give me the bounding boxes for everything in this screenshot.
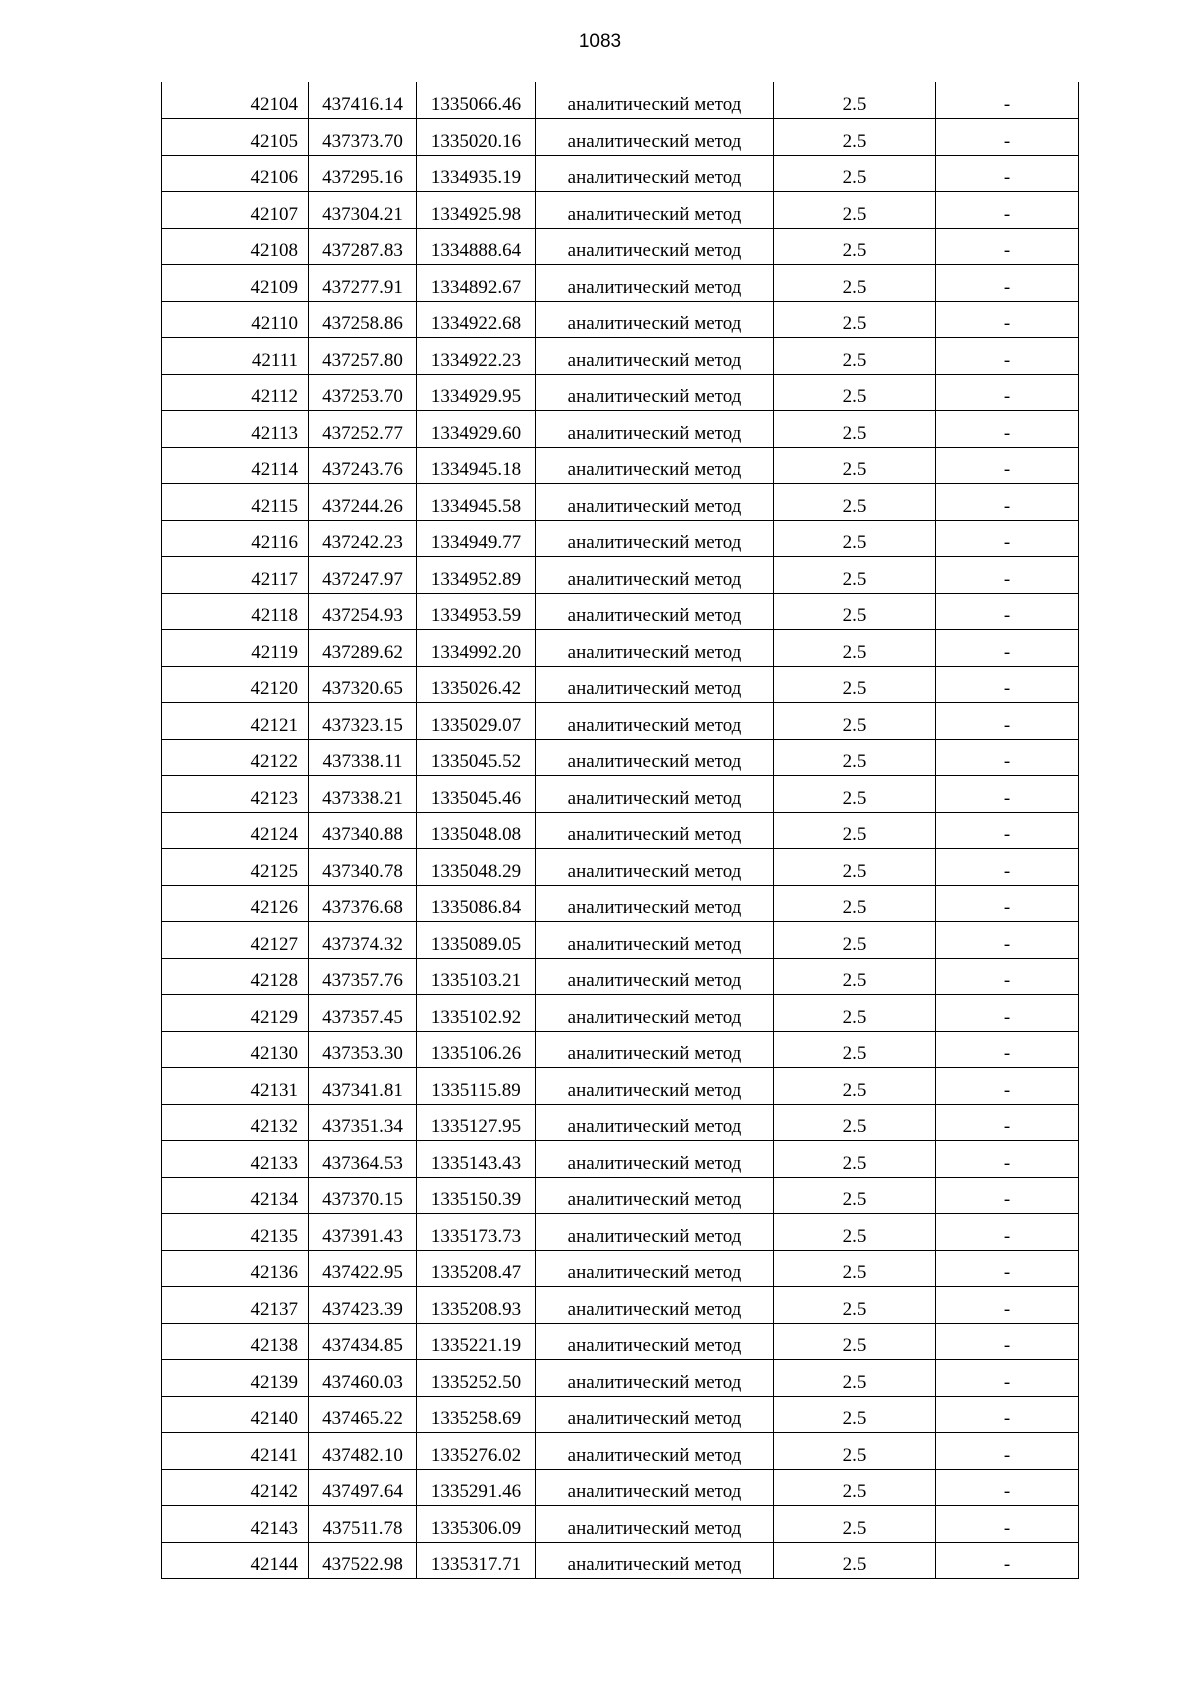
method-cell: аналитический метод — [536, 1542, 774, 1579]
description-cell: - — [936, 812, 1079, 849]
table-row — [162, 192, 1079, 229]
x-coordinate-cell: 437434.85 — [309, 1323, 417, 1360]
description-cell: - — [936, 1214, 1079, 1251]
x-coordinate-cell: 437376.68 — [309, 885, 417, 922]
point-number-cell: 42140 — [162, 1396, 309, 1433]
error-cell: 2.5 — [774, 1506, 936, 1543]
table-row — [162, 593, 1079, 630]
y-coordinate-cell: 1335252.50 — [417, 1360, 536, 1397]
point-number-cell: 42132 — [162, 1104, 309, 1141]
x-coordinate-cell: 437423.39 — [309, 1287, 417, 1324]
x-coordinate-cell: 437287.83 — [309, 228, 417, 265]
x-coordinate-cell: 437522.98 — [309, 1542, 417, 1579]
table-row — [162, 739, 1079, 776]
error-cell: 2.5 — [774, 885, 936, 922]
page-number: 1083 — [578, 31, 622, 52]
point-number-cell: 42118 — [162, 593, 309, 630]
table-row — [162, 1542, 1079, 1579]
method-cell: аналитический метод — [536, 1068, 774, 1105]
description-cell: - — [936, 557, 1079, 594]
table-row — [162, 922, 1079, 959]
y-coordinate-cell: 1335221.19 — [417, 1323, 536, 1360]
method-cell: аналитический метод — [536, 520, 774, 557]
y-coordinate-cell: 1335127.95 — [417, 1104, 536, 1141]
description-cell: - — [936, 265, 1079, 302]
error-cell: 2.5 — [774, 1287, 936, 1324]
method-cell: аналитический метод — [536, 1214, 774, 1251]
y-coordinate-cell: 1335102.92 — [417, 995, 536, 1032]
method-cell: аналитический метод — [536, 447, 774, 484]
method-cell: аналитический метод — [536, 995, 774, 1032]
error-cell: 2.5 — [774, 338, 936, 375]
description-cell: - — [936, 520, 1079, 557]
x-coordinate-cell: 437422.95 — [309, 1250, 417, 1287]
point-number-cell: 42130 — [162, 1031, 309, 1068]
x-coordinate-cell: 437243.76 — [309, 447, 417, 484]
x-coordinate-cell: 437289.62 — [309, 630, 417, 667]
error-cell: 2.5 — [774, 557, 936, 594]
x-coordinate-cell: 437373.70 — [309, 119, 417, 156]
x-coordinate-cell: 437482.10 — [309, 1433, 417, 1470]
table-row — [162, 1287, 1079, 1324]
y-coordinate-cell: 1335143.43 — [417, 1141, 536, 1178]
table-row — [162, 1360, 1079, 1397]
error-cell: 2.5 — [774, 812, 936, 849]
error-cell: 2.5 — [774, 119, 936, 156]
x-coordinate-cell: 437258.86 — [309, 301, 417, 338]
y-coordinate-cell: 1335276.02 — [417, 1433, 536, 1470]
y-coordinate-cell: 1335258.69 — [417, 1396, 536, 1433]
error-cell: 2.5 — [774, 192, 936, 229]
y-coordinate-cell: 1335045.52 — [417, 739, 536, 776]
method-cell: аналитический метод — [536, 192, 774, 229]
x-coordinate-cell: 437391.43 — [309, 1214, 417, 1251]
method-cell: аналитический метод — [536, 301, 774, 338]
description-cell: - — [936, 1360, 1079, 1397]
error-cell: 2.5 — [774, 1542, 936, 1579]
table-row — [162, 411, 1079, 448]
table-row — [162, 1214, 1079, 1251]
x-coordinate-cell: 437254.93 — [309, 593, 417, 630]
method-cell: аналитический метод — [536, 1177, 774, 1214]
y-coordinate-cell: 1335066.46 — [417, 82, 536, 119]
x-coordinate-cell: 437244.26 — [309, 484, 417, 521]
y-coordinate-cell: 1335086.84 — [417, 885, 536, 922]
description-cell: - — [936, 958, 1079, 995]
point-number-cell: 42127 — [162, 922, 309, 959]
y-coordinate-cell: 1334888.64 — [417, 228, 536, 265]
description-cell: - — [936, 703, 1079, 740]
description-cell: - — [936, 1506, 1079, 1543]
x-coordinate-cell: 437357.76 — [309, 958, 417, 995]
table-row — [162, 338, 1079, 375]
y-coordinate-cell: 1334925.98 — [417, 192, 536, 229]
y-coordinate-cell: 1334922.68 — [417, 301, 536, 338]
y-coordinate-cell: 1335115.89 — [417, 1068, 536, 1105]
table-row — [162, 82, 1079, 119]
table-row — [162, 447, 1079, 484]
method-cell: аналитический метод — [536, 739, 774, 776]
error-cell: 2.5 — [774, 1396, 936, 1433]
error-cell: 2.5 — [774, 593, 936, 630]
table-row — [162, 557, 1079, 594]
point-number-cell: 42114 — [162, 447, 309, 484]
description-cell: - — [936, 922, 1079, 959]
description-cell: - — [936, 995, 1079, 1032]
point-number-cell: 42109 — [162, 265, 309, 302]
y-coordinate-cell: 1334949.77 — [417, 520, 536, 557]
point-number-cell: 42115 — [162, 484, 309, 521]
method-cell: аналитический метод — [536, 1104, 774, 1141]
x-coordinate-cell: 437416.14 — [309, 82, 417, 119]
x-coordinate-cell: 437304.21 — [309, 192, 417, 229]
x-coordinate-cell: 437277.91 — [309, 265, 417, 302]
method-cell: аналитический метод — [536, 703, 774, 740]
y-coordinate-cell: 1335306.09 — [417, 1506, 536, 1543]
error-cell: 2.5 — [774, 666, 936, 703]
error-cell: 2.5 — [774, 703, 936, 740]
y-coordinate-cell: 1334945.18 — [417, 447, 536, 484]
method-cell: аналитический метод — [536, 119, 774, 156]
x-coordinate-cell: 437357.45 — [309, 995, 417, 1032]
table-row — [162, 812, 1079, 849]
point-number-cell: 42107 — [162, 192, 309, 229]
method-cell: аналитический метод — [536, 593, 774, 630]
point-number-cell: 42129 — [162, 995, 309, 1032]
description-cell: - — [936, 484, 1079, 521]
error-cell: 2.5 — [774, 447, 936, 484]
description-cell: - — [936, 1396, 1079, 1433]
x-coordinate-cell: 437465.22 — [309, 1396, 417, 1433]
method-cell: аналитический метод — [536, 1323, 774, 1360]
point-number-cell: 42138 — [162, 1323, 309, 1360]
error-cell: 2.5 — [774, 922, 936, 959]
table-row — [162, 1323, 1079, 1360]
table-row — [162, 776, 1079, 813]
table-row — [162, 1141, 1079, 1178]
method-cell: аналитический метод — [536, 1287, 774, 1324]
x-coordinate-cell: 437497.64 — [309, 1469, 417, 1506]
method-cell: аналитический метод — [536, 82, 774, 119]
method-cell: аналитический метод — [536, 557, 774, 594]
description-cell: - — [936, 1068, 1079, 1105]
y-coordinate-cell: 1335026.42 — [417, 666, 536, 703]
y-coordinate-cell: 1335208.93 — [417, 1287, 536, 1324]
error-cell: 2.5 — [774, 1177, 936, 1214]
table-body — [162, 82, 1079, 1579]
method-cell: аналитический метод — [536, 265, 774, 302]
description-cell: - — [936, 1542, 1079, 1579]
table-row — [162, 265, 1079, 302]
table-row — [162, 958, 1079, 995]
method-cell: аналитический метод — [536, 155, 774, 192]
y-coordinate-cell: 1334952.89 — [417, 557, 536, 594]
description-cell: - — [936, 885, 1079, 922]
y-coordinate-cell: 1335103.21 — [417, 958, 536, 995]
method-cell: аналитический метод — [536, 1360, 774, 1397]
table-row — [162, 1396, 1079, 1433]
point-number-cell: 42136 — [162, 1250, 309, 1287]
table-row — [162, 1031, 1079, 1068]
description-cell: - — [936, 1104, 1079, 1141]
point-number-cell: 42110 — [162, 301, 309, 338]
y-coordinate-cell: 1334992.20 — [417, 630, 536, 667]
error-cell: 2.5 — [774, 1104, 936, 1141]
description-cell: - — [936, 82, 1079, 119]
table-row — [162, 1177, 1079, 1214]
x-coordinate-cell: 437252.77 — [309, 411, 417, 448]
description-cell: - — [936, 301, 1079, 338]
point-number-cell: 42135 — [162, 1214, 309, 1251]
table-row — [162, 703, 1079, 740]
error-cell: 2.5 — [774, 265, 936, 302]
method-cell: аналитический метод — [536, 1141, 774, 1178]
description-cell: - — [936, 1250, 1079, 1287]
x-coordinate-cell: 437257.80 — [309, 338, 417, 375]
method-cell: аналитический метод — [536, 1250, 774, 1287]
method-cell: аналитический метод — [536, 1469, 774, 1506]
table-row — [162, 1433, 1079, 1470]
table-row — [162, 1506, 1079, 1543]
x-coordinate-cell: 437253.70 — [309, 374, 417, 411]
description-cell: - — [936, 192, 1079, 229]
description-cell: - — [936, 1141, 1079, 1178]
y-coordinate-cell: 1334953.59 — [417, 593, 536, 630]
method-cell: аналитический метод — [536, 922, 774, 959]
error-cell: 2.5 — [774, 1323, 936, 1360]
y-coordinate-cell: 1335291.46 — [417, 1469, 536, 1506]
point-number-cell: 42116 — [162, 520, 309, 557]
y-coordinate-cell: 1335089.05 — [417, 922, 536, 959]
description-cell: - — [936, 849, 1079, 886]
description-cell: - — [936, 1323, 1079, 1360]
method-cell: аналитический метод — [536, 1433, 774, 1470]
method-cell: аналитический метод — [536, 1031, 774, 1068]
point-number-cell: 42105 — [162, 119, 309, 156]
y-coordinate-cell: 1335317.71 — [417, 1542, 536, 1579]
method-cell: аналитический метод — [536, 484, 774, 521]
y-coordinate-cell: 1335020.16 — [417, 119, 536, 156]
y-coordinate-cell: 1334935.19 — [417, 155, 536, 192]
y-coordinate-cell: 1335173.73 — [417, 1214, 536, 1251]
x-coordinate-cell: 437341.81 — [309, 1068, 417, 1105]
point-number-cell: 42108 — [162, 228, 309, 265]
y-coordinate-cell: 1335045.46 — [417, 776, 536, 813]
table-row — [162, 666, 1079, 703]
error-cell: 2.5 — [774, 301, 936, 338]
point-number-cell: 42131 — [162, 1068, 309, 1105]
point-number-cell: 42119 — [162, 630, 309, 667]
y-coordinate-cell: 1334945.58 — [417, 484, 536, 521]
table-row — [162, 1068, 1079, 1105]
table-row — [162, 301, 1079, 338]
method-cell: аналитический метод — [536, 1506, 774, 1543]
table-row — [162, 995, 1079, 1032]
error-cell: 2.5 — [774, 739, 936, 776]
point-number-cell: 42123 — [162, 776, 309, 813]
description-cell: - — [936, 593, 1079, 630]
error-cell: 2.5 — [774, 995, 936, 1032]
table-row — [162, 228, 1079, 265]
x-coordinate-cell: 437338.11 — [309, 739, 417, 776]
x-coordinate-cell: 437242.23 — [309, 520, 417, 557]
description-cell: - — [936, 739, 1079, 776]
coordinates-table — [161, 82, 1079, 1579]
error-cell: 2.5 — [774, 1469, 936, 1506]
point-number-cell: 42106 — [162, 155, 309, 192]
error-cell: 2.5 — [774, 82, 936, 119]
point-number-cell: 42111 — [162, 338, 309, 375]
method-cell: аналитический метод — [536, 849, 774, 886]
point-number-cell: 42104 — [162, 82, 309, 119]
description-cell: - — [936, 338, 1079, 375]
point-number-cell: 42125 — [162, 849, 309, 886]
x-coordinate-cell: 437340.88 — [309, 812, 417, 849]
error-cell: 2.5 — [774, 1214, 936, 1251]
x-coordinate-cell: 437247.97 — [309, 557, 417, 594]
point-number-cell: 42128 — [162, 958, 309, 995]
table-row — [162, 155, 1079, 192]
error-cell: 2.5 — [774, 958, 936, 995]
table-row — [162, 1250, 1079, 1287]
table-row — [162, 374, 1079, 411]
description-cell: - — [936, 1177, 1079, 1214]
x-coordinate-cell: 437295.16 — [309, 155, 417, 192]
error-cell: 2.5 — [774, 155, 936, 192]
table-row — [162, 630, 1079, 667]
method-cell: аналитический метод — [536, 630, 774, 667]
description-cell: - — [936, 447, 1079, 484]
x-coordinate-cell: 437460.03 — [309, 1360, 417, 1397]
table-row — [162, 1104, 1079, 1141]
point-number-cell: 42122 — [162, 739, 309, 776]
point-number-cell: 42113 — [162, 411, 309, 448]
error-cell: 2.5 — [774, 1250, 936, 1287]
error-cell: 2.5 — [774, 1360, 936, 1397]
y-coordinate-cell: 1334929.60 — [417, 411, 536, 448]
description-cell: - — [936, 374, 1079, 411]
y-coordinate-cell: 1334922.23 — [417, 338, 536, 375]
y-coordinate-cell: 1335048.29 — [417, 849, 536, 886]
point-number-cell: 42144 — [162, 1542, 309, 1579]
method-cell: аналитический метод — [536, 411, 774, 448]
y-coordinate-cell: 1335106.26 — [417, 1031, 536, 1068]
x-coordinate-cell: 437320.65 — [309, 666, 417, 703]
error-cell: 2.5 — [774, 374, 936, 411]
error-cell: 2.5 — [774, 1068, 936, 1105]
description-cell: - — [936, 155, 1079, 192]
x-coordinate-cell: 437353.30 — [309, 1031, 417, 1068]
y-coordinate-cell: 1335029.07 — [417, 703, 536, 740]
description-cell: - — [936, 1031, 1079, 1068]
point-number-cell: 42126 — [162, 885, 309, 922]
error-cell: 2.5 — [774, 411, 936, 448]
description-cell: - — [936, 1287, 1079, 1324]
point-number-cell: 42137 — [162, 1287, 309, 1324]
description-cell: - — [936, 1433, 1079, 1470]
x-coordinate-cell: 437351.34 — [309, 1104, 417, 1141]
y-coordinate-cell: 1334892.67 — [417, 265, 536, 302]
description-cell: - — [936, 119, 1079, 156]
table-row — [162, 484, 1079, 521]
description-cell: - — [936, 228, 1079, 265]
table-row — [162, 119, 1079, 156]
x-coordinate-cell: 437323.15 — [309, 703, 417, 740]
y-coordinate-cell: 1335048.08 — [417, 812, 536, 849]
table-row — [162, 849, 1079, 886]
point-number-cell: 42120 — [162, 666, 309, 703]
method-cell: аналитический метод — [536, 228, 774, 265]
x-coordinate-cell: 437511.78 — [309, 1506, 417, 1543]
point-number-cell: 42133 — [162, 1141, 309, 1178]
point-number-cell: 42139 — [162, 1360, 309, 1397]
method-cell: аналитический метод — [536, 885, 774, 922]
point-number-cell: 42134 — [162, 1177, 309, 1214]
table-row — [162, 885, 1079, 922]
error-cell: 2.5 — [774, 1031, 936, 1068]
error-cell: 2.5 — [774, 520, 936, 557]
point-number-cell: 42142 — [162, 1469, 309, 1506]
error-cell: 2.5 — [774, 1433, 936, 1470]
y-coordinate-cell: 1334929.95 — [417, 374, 536, 411]
x-coordinate-cell: 437364.53 — [309, 1141, 417, 1178]
point-number-cell: 42124 — [162, 812, 309, 849]
y-coordinate-cell: 1335208.47 — [417, 1250, 536, 1287]
error-cell: 2.5 — [774, 1141, 936, 1178]
table-row — [162, 1469, 1079, 1506]
x-coordinate-cell: 437374.32 — [309, 922, 417, 959]
x-coordinate-cell: 437370.15 — [309, 1177, 417, 1214]
table-row — [162, 520, 1079, 557]
description-cell: - — [936, 776, 1079, 813]
point-number-cell: 42112 — [162, 374, 309, 411]
error-cell: 2.5 — [774, 849, 936, 886]
error-cell: 2.5 — [774, 776, 936, 813]
x-coordinate-cell: 437338.21 — [309, 776, 417, 813]
error-cell: 2.5 — [774, 228, 936, 265]
y-coordinate-cell: 1335150.39 — [417, 1177, 536, 1214]
description-cell: - — [936, 411, 1079, 448]
point-number-cell: 42121 — [162, 703, 309, 740]
method-cell: аналитический метод — [536, 958, 774, 995]
point-number-cell: 42141 — [162, 1433, 309, 1470]
method-cell: аналитический метод — [536, 812, 774, 849]
error-cell: 2.5 — [774, 630, 936, 667]
description-cell: - — [936, 1469, 1079, 1506]
method-cell: аналитический метод — [536, 1396, 774, 1433]
point-number-cell: 42117 — [162, 557, 309, 594]
method-cell: аналитический метод — [536, 338, 774, 375]
point-number-cell: 42143 — [162, 1506, 309, 1543]
method-cell: аналитический метод — [536, 374, 774, 411]
method-cell: аналитический метод — [536, 776, 774, 813]
description-cell: - — [936, 630, 1079, 667]
description-cell: - — [936, 666, 1079, 703]
method-cell: аналитический метод — [536, 666, 774, 703]
x-coordinate-cell: 437340.78 — [309, 849, 417, 886]
error-cell: 2.5 — [774, 484, 936, 521]
